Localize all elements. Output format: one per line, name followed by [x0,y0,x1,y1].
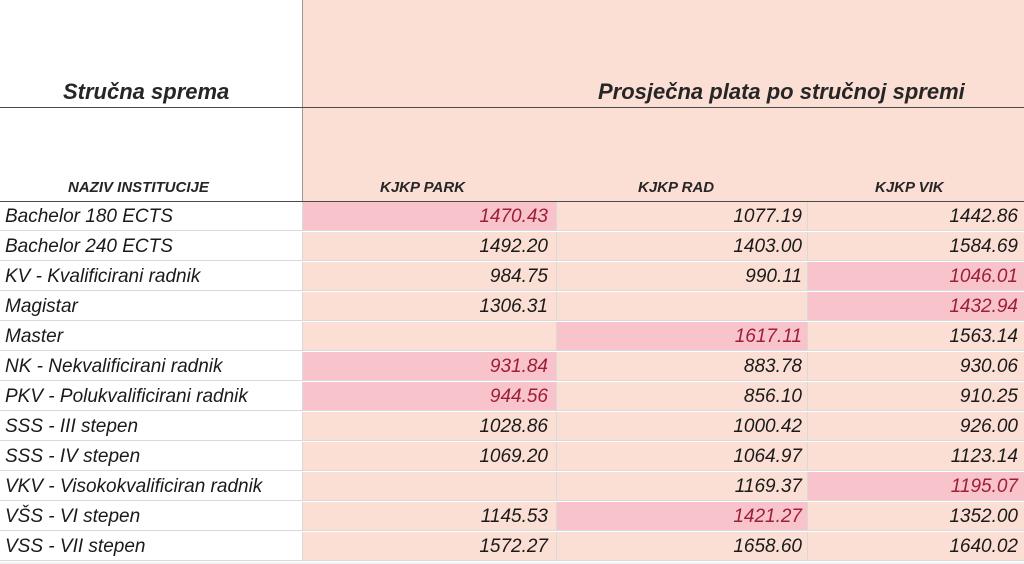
value-cell[interactable]: 1584.69 [808,232,1024,261]
value-cell[interactable]: 1617.11 [557,322,808,351]
value-cell[interactable]: 1306.31 [303,292,557,321]
value-cell[interactable]: 984.75 [303,262,557,291]
table-row [0,382,1024,412]
table-row [0,322,1024,352]
row-label-cell[interactable]: NK - Nekvalificirani radnik [0,352,303,381]
value-cell[interactable]: 1432.94 [808,292,1024,321]
value-cell[interactable] [303,472,557,501]
value-cell[interactable]: 1421.27 [557,502,808,531]
right-section-title[interactable]: Prosječna plata po stručnoj spremi [598,79,965,104]
value-cell[interactable]: 1658.60 [557,532,808,561]
left-section-title[interactable]: Stručna sprema [63,79,230,104]
value-cell[interactable]: 856.10 [557,382,808,411]
value-cell[interactable]: 1145.53 [303,502,557,531]
value-cell[interactable]: 1352.00 [808,502,1024,531]
value-cell[interactable]: 1077.19 [557,202,808,231]
row-label-cell[interactable]: SSS - III stepen [0,412,303,441]
row-label-cell[interactable]: Master [0,322,303,351]
table-row [0,352,1024,382]
table-row [0,532,1024,562]
row-label-cell[interactable]: VKV - Visokokvalificiran radnik [0,472,303,501]
value-cell[interactable] [303,322,557,351]
table-row [0,472,1024,502]
value-cell[interactable]: 944.56 [303,382,557,411]
value-cell[interactable] [557,292,808,321]
value-cell[interactable]: 1640.02 [808,532,1024,561]
value-cell[interactable]: 910.25 [808,382,1024,411]
table-row [0,442,1024,472]
row-label-cell[interactable]: PKV - Polukvalificirani radnik [0,382,303,411]
value-cell[interactable]: 1169.37 [557,472,808,501]
row-label-cell[interactable]: KV - Kvalificirani radnik [0,262,303,291]
row-label-cell[interactable]: VŠS - VI stepen [0,502,303,531]
header-divider [0,107,1024,108]
row-label-cell[interactable]: Bachelor 240 ECTS [0,232,303,261]
value-cell[interactable]: 1028.86 [303,412,557,441]
value-cell[interactable]: 1000.42 [557,412,808,441]
value-cell[interactable]: 1470.43 [303,202,557,231]
row-label-cell[interactable]: Bachelor 180 ECTS [0,202,303,231]
row-label-cell[interactable]: Magistar [0,292,303,321]
row-label-cell[interactable]: SSS - IV stepen [0,442,303,471]
value-cell[interactable]: 1123.14 [808,442,1024,471]
table-row [0,502,1024,532]
value-cell[interactable]: 1442.86 [808,202,1024,231]
table-row [0,412,1024,442]
value-cell[interactable]: 1064.97 [557,442,808,471]
column-header-kjkp-park[interactable]: KJKP PARK [380,179,466,196]
value-cell[interactable]: 930.06 [808,352,1024,381]
value-cell[interactable]: 1069.20 [303,442,557,471]
column-header-kjkp-rad[interactable]: KJKP RAD [638,179,715,196]
value-cell[interactable]: 1046.01 [808,262,1024,291]
value-cell[interactable]: 990.11 [557,262,808,291]
table-body [0,202,1024,562]
table-row [0,232,1024,262]
table-row [0,202,1024,232]
value-cell[interactable]: 1492.20 [303,232,557,261]
value-cell[interactable]: 1403.00 [557,232,808,261]
value-cell[interactable]: 926.00 [808,412,1024,441]
column-header-institution[interactable]: NAZIV INSTITUCIJE [68,179,209,196]
value-cell[interactable]: 1195.07 [808,472,1024,501]
value-cell[interactable]: 1572.27 [303,532,557,561]
table-row [0,262,1024,292]
table-row [0,292,1024,322]
column-header-kjkp-vik[interactable]: KJKP VIK [875,179,944,196]
row-label-cell[interactable]: VSS - VII stepen [0,532,303,561]
value-cell[interactable]: 883.78 [557,352,808,381]
value-cell[interactable]: 1563.14 [808,322,1024,351]
value-cell[interactable]: 931.84 [303,352,557,381]
